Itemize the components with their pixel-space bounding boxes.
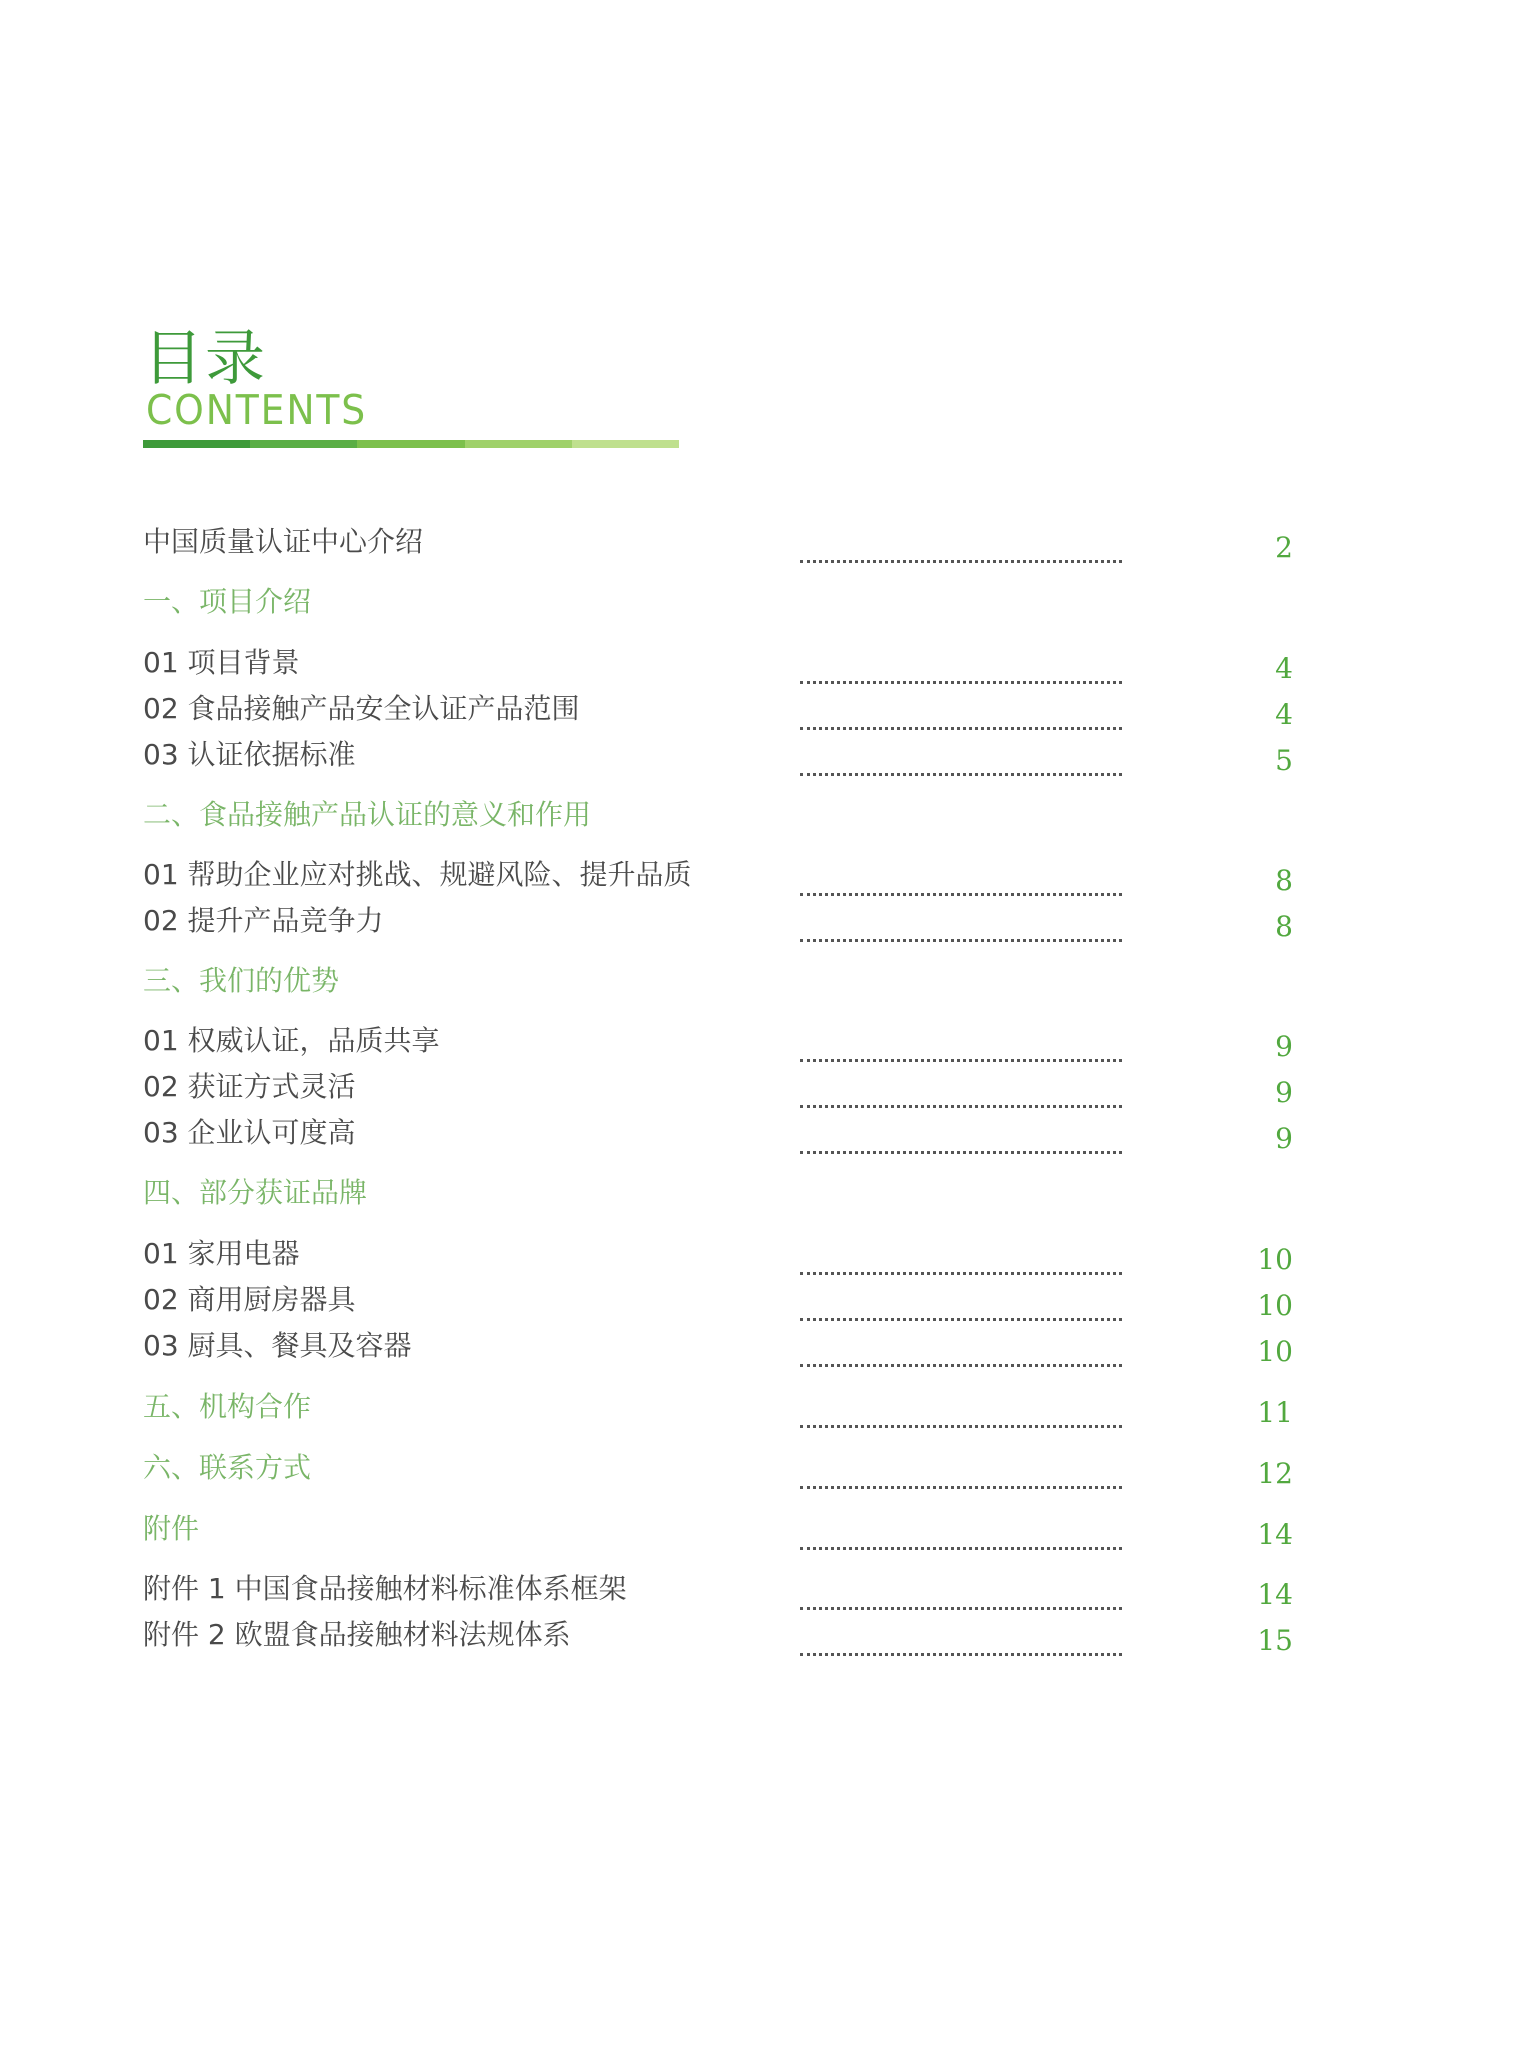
leader-dots: [800, 1517, 1122, 1550]
section-heading: 一、项目介绍: [143, 585, 312, 618]
toc-label: 02 获证方式灵活: [143, 1070, 356, 1103]
underline-segment: [572, 440, 679, 448]
leader-dots: [800, 743, 1122, 776]
page-title: 目录: [143, 324, 267, 394]
toc-label: 02 提升产品竞争力: [143, 904, 384, 937]
leader-dots: [800, 1029, 1122, 1062]
toc-row[interactable]: [0, 1065, 1513, 1109]
toc-section-row[interactable]: [0, 580, 1513, 624]
leader-dots: [800, 863, 1122, 896]
page-subtitle: CONTENTS: [146, 386, 368, 434]
section-heading: 六、联系方式: [143, 1451, 312, 1484]
page-number: 9: [1275, 1122, 1293, 1155]
leader-dots: [800, 530, 1122, 563]
toc-row[interactable]: [0, 687, 1513, 731]
leader-dots: [800, 1121, 1122, 1154]
underline-segment: [465, 440, 572, 448]
toc-label: 03 厨具、餐具及容器: [143, 1329, 412, 1362]
page-number: 8: [1275, 864, 1293, 897]
toc-section-row[interactable]: [0, 1385, 1513, 1429]
toc-row[interactable]: [0, 641, 1513, 685]
toc-label: 02 商用厨房器具: [143, 1283, 356, 1316]
toc-label: 01 帮助企业应对挑战、规避风险、提升品质: [143, 858, 692, 891]
section-heading: 三、我们的优势: [143, 964, 340, 997]
underline-segment: [143, 440, 250, 448]
section-heading: 五、机构合作: [143, 1390, 312, 1423]
toc-row[interactable]: [0, 1019, 1513, 1063]
leader-dots: [800, 1395, 1122, 1428]
toc-row[interactable]: [0, 1232, 1513, 1276]
toc-row[interactable]: [0, 1111, 1513, 1155]
toc-row[interactable]: [0, 1278, 1513, 1322]
toc-label: 03 企业认可度高: [143, 1116, 356, 1149]
page-number: 2: [1275, 531, 1293, 564]
underline-segment: [357, 440, 464, 448]
section-heading: 二、食品接触产品认证的意义和作用: [143, 798, 592, 831]
toc-row[interactable]: [0, 853, 1513, 897]
title-underline: [143, 440, 679, 448]
page-number: 11: [1257, 1396, 1293, 1429]
toc-label: 01 家用电器: [143, 1237, 300, 1270]
toc-row[interactable]: [0, 1567, 1513, 1611]
underline-segment: [250, 440, 357, 448]
toc-section-row[interactable]: [0, 793, 1513, 837]
page-number: 8: [1275, 910, 1293, 943]
toc-label: 01 权威认证，品质共享: [143, 1024, 440, 1057]
leader-dots: [800, 1075, 1122, 1108]
leader-dots: [800, 1623, 1122, 1656]
page-number: 10: [1257, 1243, 1293, 1276]
page-number: 9: [1275, 1076, 1293, 1109]
page-number: 10: [1257, 1335, 1293, 1368]
page-number: 4: [1275, 698, 1293, 731]
leader-dots: [800, 1577, 1122, 1610]
page-number: 4: [1275, 652, 1293, 685]
toc-label: 附件 1 中国食品接触材料标准体系框架: [143, 1572, 627, 1605]
toc-section-row[interactable]: [0, 1446, 1513, 1490]
leader-dots: [800, 909, 1122, 942]
toc-section-row[interactable]: [0, 1507, 1513, 1551]
page-number: 9: [1275, 1030, 1293, 1063]
toc-row[interactable]: [0, 1324, 1513, 1368]
toc-row[interactable]: [0, 520, 1513, 564]
leader-dots: [800, 1242, 1122, 1275]
page-number: 12: [1257, 1457, 1293, 1490]
toc-row[interactable]: [0, 733, 1513, 777]
toc-label: 02 食品接触产品安全认证产品范围: [143, 692, 580, 725]
toc-section-row[interactable]: [0, 959, 1513, 1003]
toc-label: 附件 2 欧盟食品接触材料法规体系: [143, 1618, 571, 1651]
leader-dots: [800, 1456, 1122, 1489]
toc-row[interactable]: [0, 899, 1513, 943]
toc-row[interactable]: [0, 1613, 1513, 1657]
leader-dots: [800, 1288, 1122, 1321]
page-number: 14: [1257, 1578, 1293, 1611]
leader-dots: [800, 697, 1122, 730]
leader-dots: [800, 651, 1122, 684]
toc-label: 中国质量认证中心介绍: [143, 525, 424, 558]
page-number: 14: [1257, 1518, 1293, 1551]
toc-section-row[interactable]: [0, 1171, 1513, 1215]
toc-label: 03 认证依据标准: [143, 738, 356, 771]
page-number: 15: [1257, 1624, 1293, 1657]
page-number: 5: [1275, 744, 1293, 777]
leader-dots: [800, 1334, 1122, 1367]
page-number: 10: [1257, 1289, 1293, 1322]
section-heading: 附件: [143, 1512, 200, 1545]
toc-label: 01 项目背景: [143, 646, 300, 679]
section-heading: 四、部分获证品牌: [143, 1176, 368, 1209]
